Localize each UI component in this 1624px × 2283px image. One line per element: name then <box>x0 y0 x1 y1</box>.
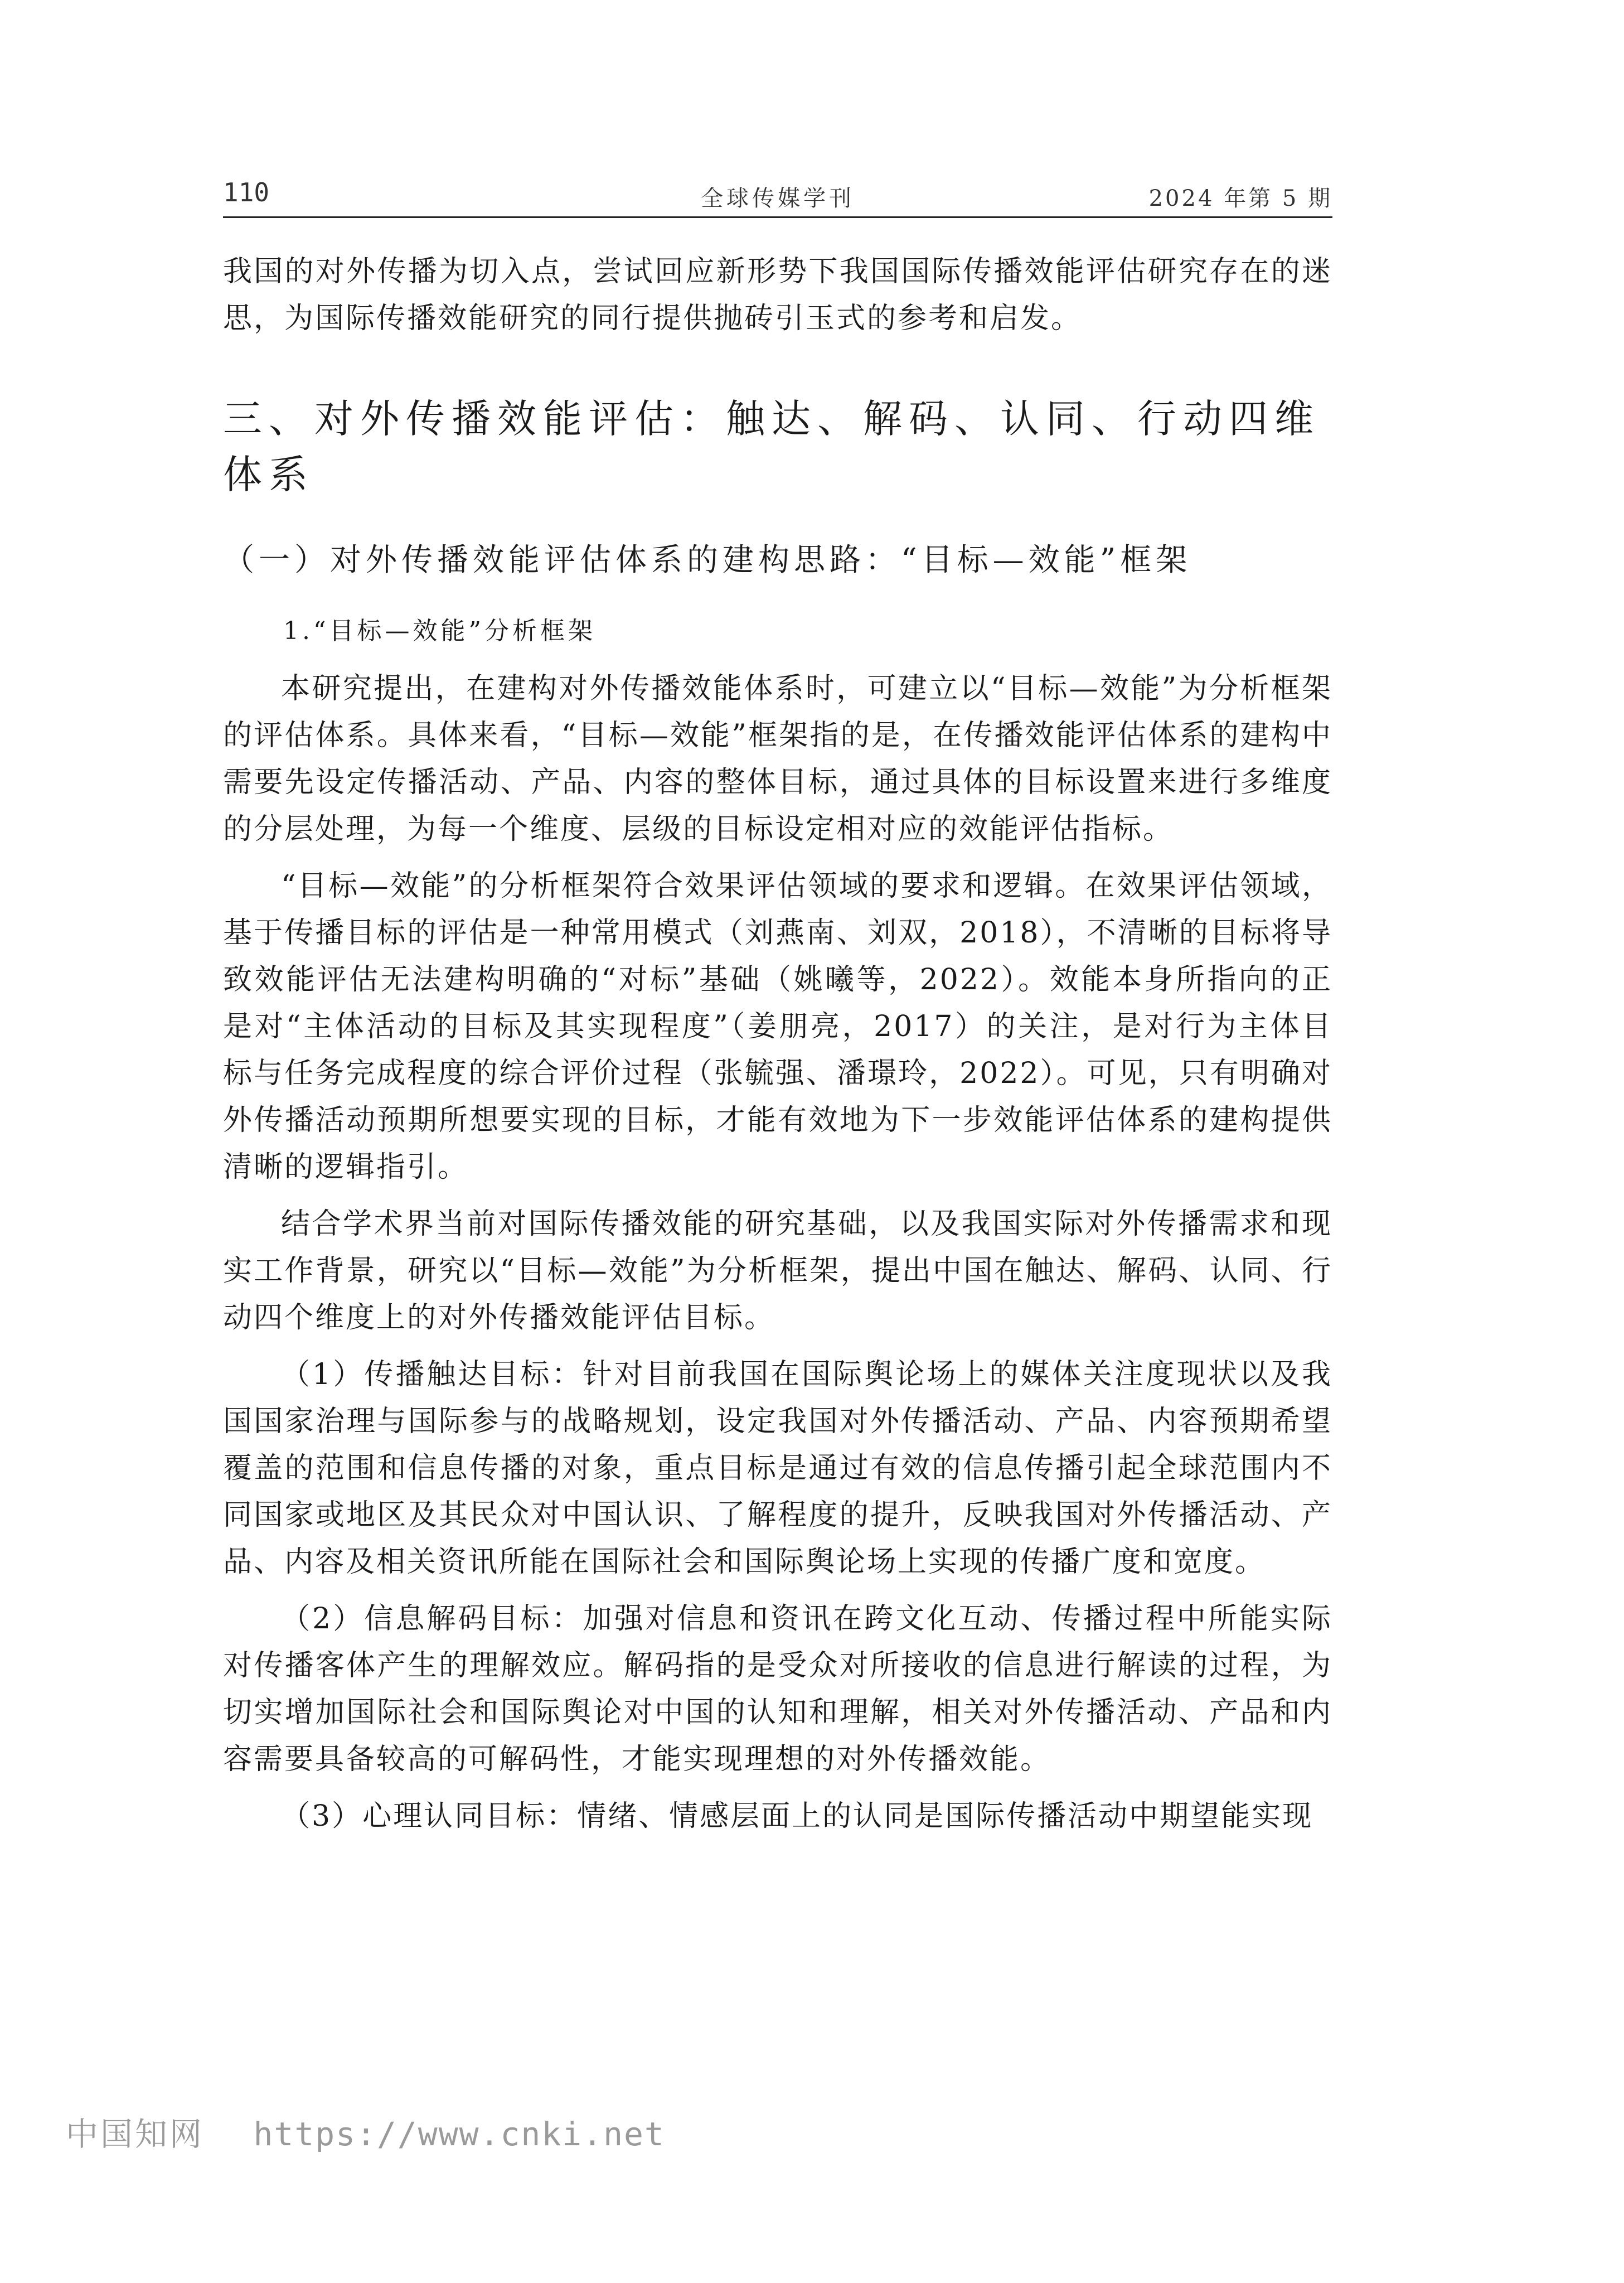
watermark-url: https://www.cnki.net <box>253 2115 665 2153</box>
cnki-watermark <box>66 2108 665 2155</box>
issue-label: 2024 年第 5 期 <box>1148 186 1332 211</box>
page-number: 110 <box>223 177 270 207</box>
body-paragraph: （1）传播触达目标：针对目前我国在国际舆论场上的媒体关注度现状以及我国国家治理与国际参与的战略规划，设定我国对外传播活动、产品、内容预期希望覆盖的范围和信息传播的对象，重点目标是通过有效的信息传播引起全球范围内不同国家或地区及其民众对中国认识、了解程度的提升，反映我国对外传播活动、产品、内容及相关资讯所能在国际社会和国际舆论场上实现的传播广度和宽度。 <box>223 1358 1332 1579</box>
body-paragraph: （2）信息解码目标：加强对信息和资讯在跨文化互动、传播过程中所能实际对传播客体产生的理解效应。解码指的是受众对所接收的信息进行解读的过程，为切实增加国际社会和国际舆论对中国的认知和理解，相关对外传播活动、产品和内容需要具备较高的可解码性，才能实现理想的对外传播效能。 <box>223 1602 1332 1776</box>
article-body <box>223 248 1332 1840</box>
journal-name: 全球传媒学刊 <box>701 186 855 211</box>
subsection-title: （一）对外传播效能评估体系的建构思路：“目标—效能”框架 <box>223 542 1192 578</box>
body-paragraph: 结合学术界当前对国际传播效能的研究基础，以及我国实际对外传播需求和现实工作背景，研究以“目标—效能”为分析框架，提出中国在触达、解码、认同、行动四个维度上的对外传播效能评估目标。 <box>223 1207 1332 1334</box>
body-paragraph: “目标—效能”的分析框架符合效果评估领域的要求和逻辑。在效果评估领域，基于传播目标的评估是一种常用模式（刘燕南、刘双，2018），不清晰的目标将导致效能评估无法建构明确的“对标”基础（姚曦等，2022）。效能本身所指向的正是对“主体活动的目标及其实现程度”（姜朋亮，2017）的关注，是对行为主体目标与任务完成程度的综合评价过程（张毓强、潘璟玲，2022）。可见，只有明确对外传播活动预期所想要实现的目标，才能有效地为下一步效能评估体系的建构提供清晰的逻辑指引。 <box>223 869 1332 1184</box>
subsubsection-title: 1.“目标—效能”分析框架 <box>283 617 596 645</box>
body-paragraph: 本研究提出，在建构对外传播效能体系时，可建立以“目标—效能”为分析框架的评估体系。具体来看，“目标—效能”框架指的是，在传播效能评估体系的建构中需要先设定传播活动、产品、内容的整体目标，通过具体的目标设置来进行多维度的分层处理，为每一个维度、层级的目标设定相对应的效能评估指标。 <box>223 672 1332 846</box>
section-title: 三、对外传播效能评估：触达、解码、认同、行动四维体系 <box>223 396 1320 497</box>
running-header <box>223 177 1332 218</box>
watermark-site-name: 中国知网 <box>66 2115 205 2153</box>
intro-paragraph: 我国的对外传播为切入点，尝试回应新形势下我国国际传播效能评估研究存在的迷思，为国际传播效能研究的同行提供抛砖引玉式的参考和启发。 <box>223 255 1332 335</box>
body-paragraph: （3）心理认同目标：情绪、情感层面上的认同是国际传播活动中期望能实现 <box>281 1800 1313 1833</box>
